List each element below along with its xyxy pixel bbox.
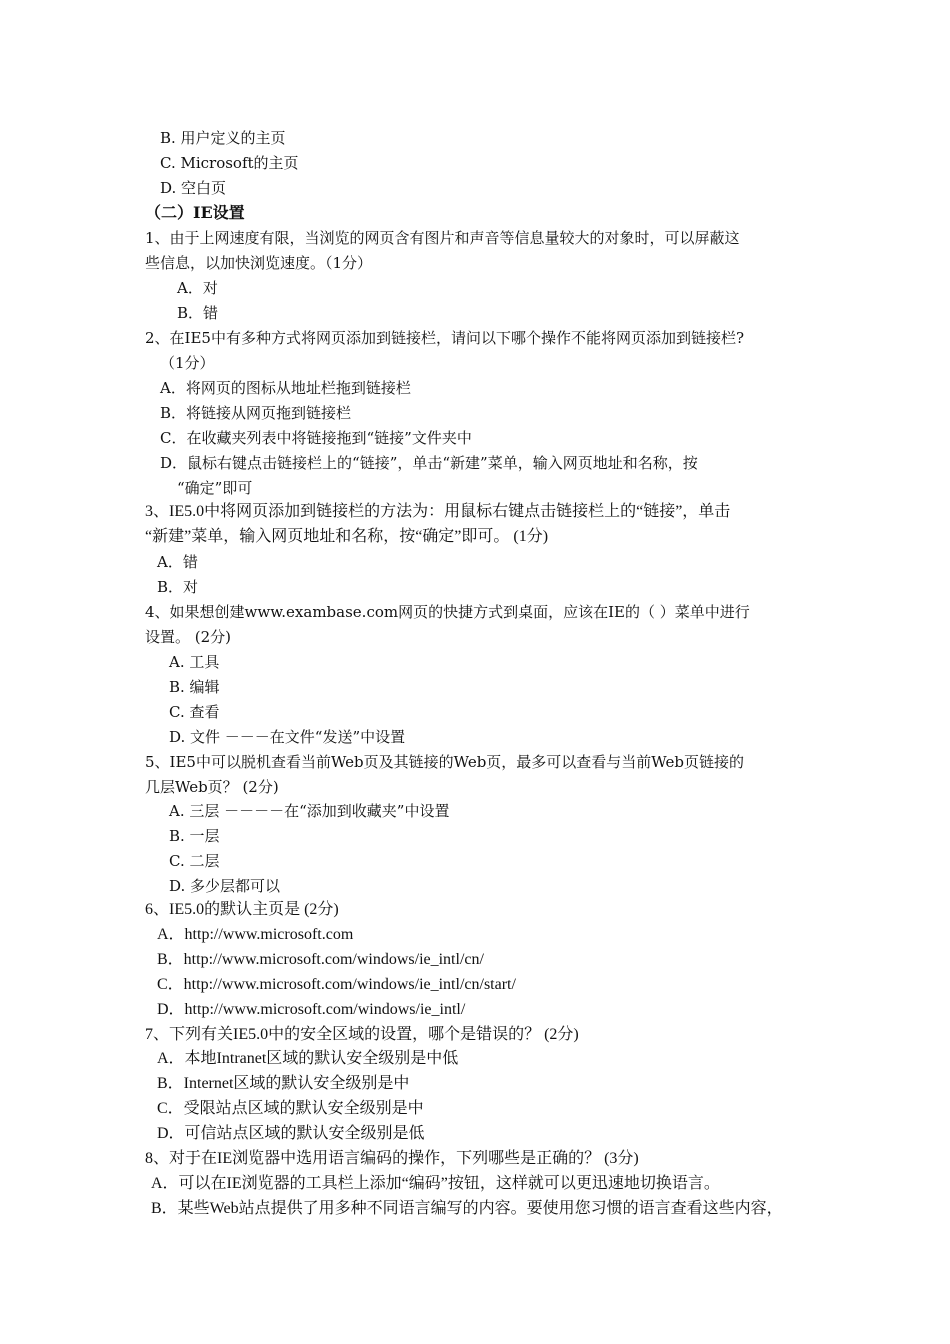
prev-option-b: B. 用户定义的主页 — [160, 129, 286, 147]
prev-option-d: D. 空白页 — [160, 179, 227, 197]
q8-option-a: A．可以在IE浏览器的工具栏上添加“编码”按钮，这样就可以更迅速地切换语言。 — [151, 1175, 720, 1192]
q2-option-d-line2: “确定”即可 — [177, 479, 253, 497]
q7-option-b: B．Internet区域的默认安全级别是中 — [157, 1075, 410, 1092]
q1-option-a: A．对 — [177, 279, 218, 297]
q5-option-c: C. 二层 — [169, 852, 220, 870]
q6-option-a: A．http://www.microsoft.com — [157, 926, 354, 943]
q1-option-b: B．错 — [177, 304, 219, 322]
q2-option-c: C．在收藏夹列表中将链接拖到“链接”文件夹中 — [160, 429, 472, 447]
q1-text-line2: 些信息，以加快浏览速度。（1分） — [145, 254, 373, 272]
q6-option-d: D．http://www.microsoft.com/windows/ie_intl/ — [157, 1001, 466, 1018]
q4-option-c: C. 查看 — [169, 703, 220, 721]
q6-option-b: B．http://www.microsoft.com/windows/ie_intl/cn/ — [157, 951, 484, 968]
q6-option-c: C．http://www.microsoft.com/windows/ie_intl/cn/start/ — [157, 976, 516, 993]
section-title: （二）IE设置 — [145, 203, 245, 222]
q7-option-c: C．受限站点区域的默认安全级别是中 — [157, 1100, 424, 1117]
q1-text-line1: 1、由于上网速度有限，当浏览的网页含有图片和声音等信息量较大的对象时，可以屏蔽这 — [145, 229, 740, 247]
q4-option-b: B. 编辑 — [169, 678, 220, 696]
q7-option-a: A．本地Intranet区域的默认安全级别是中低 — [157, 1050, 459, 1067]
q5-option-a: A. 三层 －－－－在“添加到收藏夹”中设置 — [169, 802, 450, 820]
q5-text-line2: 几层Web页？ (2分) — [145, 778, 279, 796]
q2-option-d-line1: D．鼠标右键点击链接栏上的“链接”，单击“新建”菜单，输入网页地址和名称，按 — [160, 454, 698, 472]
q6-text: 6、IE5.0的默认主页是 (2分) — [145, 901, 339, 918]
q5-option-d: D. 多少层都可以 — [169, 877, 281, 895]
q8-option-b: B．某些Web站点提供了用多种不同语言编写的内容。要使用您习惯的语言查看这些内容， — [151, 1200, 783, 1217]
q3-option-a: A．错 — [157, 553, 198, 571]
q2-text-line2: （1分） — [160, 354, 215, 372]
q8-text: 8、对于在IE浏览器中选用语言编码的操作，下列哪些是正确的？ (3分) — [145, 1150, 639, 1167]
q7-option-d: D．可信站点区域的默认安全级别是低 — [157, 1125, 425, 1142]
q5-option-b: B. 一层 — [169, 827, 220, 845]
q3-text-line1: 3、IE5.0中将网页添加到链接栏的方法为：用鼠标右键点击链接栏上的“链接”，单击 — [145, 503, 731, 520]
q2-option-a: A．将网页的图标从地址栏拖到链接栏 — [160, 379, 411, 397]
q2-text-line1: 2、在IE5中有多种方式将网页添加到链接栏，请问以下哪个操作不能将网页添加到链接栏? — [145, 329, 745, 347]
q4-option-d: D. 文件 －－－在文件“发送”中设置 — [169, 728, 406, 746]
q4-text-line1: 4、如果想创建www.exambase.com网页的快捷方式到桌面，应该在IE的（ ）菜单中进行 — [145, 603, 750, 621]
q3-text-line2: “新建”菜单，输入网页地址和名称，按“确定”即可。 (1分) — [145, 528, 549, 545]
q4-option-a: A. 工具 — [169, 653, 220, 671]
q5-text-line1: 5、IE5中可以脱机查看当前Web页及其链接的Web页，最多可以查看与当前Web页链接的 — [145, 753, 744, 771]
prev-option-c: C. Microsoft的主页 — [160, 154, 299, 172]
q4-text-line2: 设置。 (2分) — [145, 628, 232, 646]
q3-option-b: B．对 — [157, 578, 199, 596]
q2-option-b: B．将链接从网页拖到链接栏 — [160, 404, 352, 422]
q7-text: 7、下列有关IE5.0中的安全区域的设置，哪个是错误的？ (2分) — [145, 1026, 579, 1043]
